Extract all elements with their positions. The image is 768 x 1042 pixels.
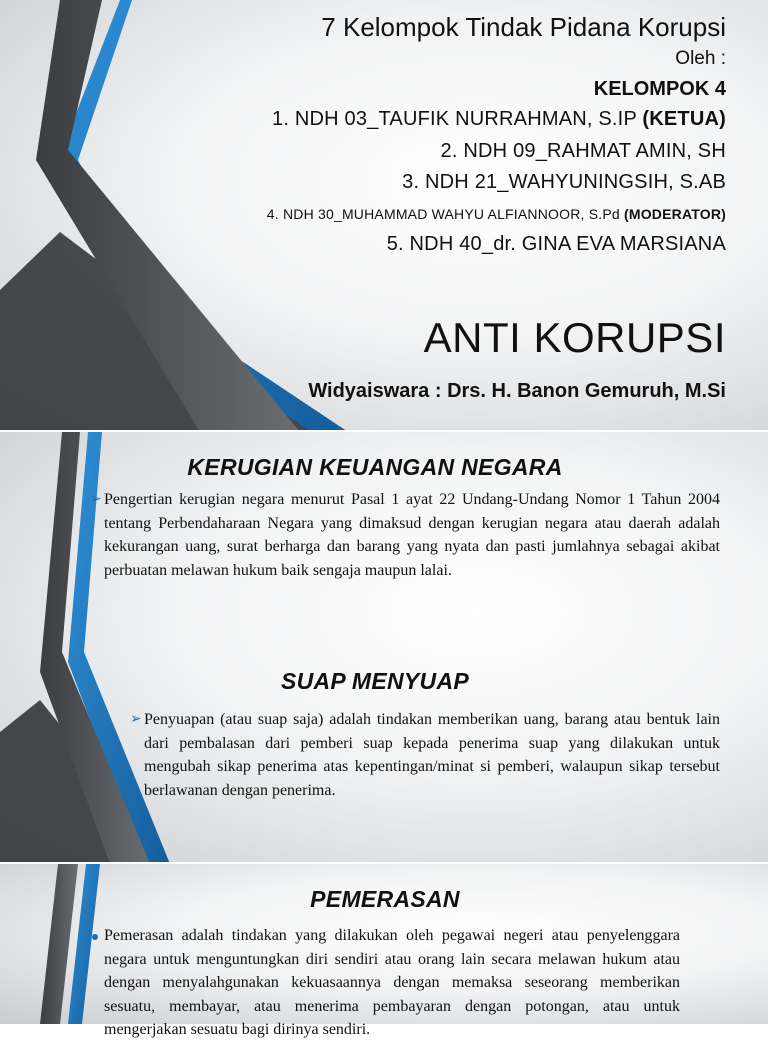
- bullet-dot-icon: [92, 934, 98, 940]
- member-name: 2. NDH 09_RAHMAT AMIN, SH: [440, 140, 726, 162]
- member-3: [402, 171, 726, 194]
- paragraph-kerugian: Pengertian kerugian negara menurut Pasal 1 ayat 22 Undang-Undang Nomor 1 Tahun 2004 tentang Perbendaharaan Negara yang dimaksud dengan kerugian negara atau daerah adalah kekurangan uang, surat berharga dan barang yang nyata dan pasti jumlahnya sebagai akibat perbuatan melawan hukum baik sengaja maupun lalai.: [104, 491, 720, 579]
- presentation-title: 7 Kelompok Tindak Pidana Korupsi: [321, 12, 726, 42]
- section-title-kerugian: KERUGIAN KEUANGAN NEGARA: [187, 454, 563, 480]
- member-role: (MODERATOR): [623, 206, 726, 222]
- subject-title: ANTI KORUPSI: [423, 314, 726, 361]
- section-title-suap: SUAP MENYUAP: [280, 668, 470, 694]
- member-1: [272, 108, 726, 131]
- group-label: KELOMPOK 4: [593, 78, 726, 100]
- member-role: (KETUA): [642, 108, 726, 130]
- member-name: 5. NDH 40_dr. GINA EVA MARSIANA: [386, 233, 726, 255]
- paragraph-pemerasan: Pemerasan adalah tindakan yang dilakukan oleh pegawai negeri atau penyelenggara negara untuk menguntungkan diri sendiri atau orang lain secara melawan hukum atau dengan menyalahgunakan kekuasaannya dengan memaksa seseorang memberikan sesuatu, membayar, atau menerima pembayaran dengan potongan, atau untuk mengerjakan sesuatu bagi dirinya sendiri.: [104, 927, 680, 1038]
- member-2: [441, 140, 726, 163]
- by-label: Oleh :: [675, 48, 726, 69]
- paragraph-suap: Penyuapan (atau suap saja) adalah tindakan memberikan uang, barang atau bentuk lain dari pembalasan dari pemberi suap kepada penerima suap yang dilakukan untuk mengubah sikap penerima atas kepentingan/minat si pemberi, walaupun sikap tersebut berlawanan dengan penerima.: [144, 711, 720, 799]
- slide-title: [0, 0, 768, 432]
- slide-definitions: [0, 432, 768, 864]
- member-name: 3. NDH 21_WAHYUNINGSIH, S.AB: [402, 171, 726, 193]
- member-4: [267, 206, 726, 222]
- member-5: [387, 233, 726, 256]
- arrow-bullet-icon: ➢: [130, 710, 142, 726]
- slide-pemerasan: [0, 864, 768, 1038]
- member-name: 4. NDH 30_MUHAMMAD WAHYU ALFIANNOOR, S.Pd: [266, 206, 620, 222]
- member-name: 1. NDH 03_TAUFIK NURRAHMAN, S.IP: [272, 108, 637, 130]
- section-title-pemerasan: PEMERASAN: [310, 886, 460, 912]
- lecturer-line: Widyaiswara : Drs. H. Banon Gemuruh, M.Si: [308, 380, 726, 402]
- arrow-bullet-icon: ➢: [90, 490, 102, 506]
